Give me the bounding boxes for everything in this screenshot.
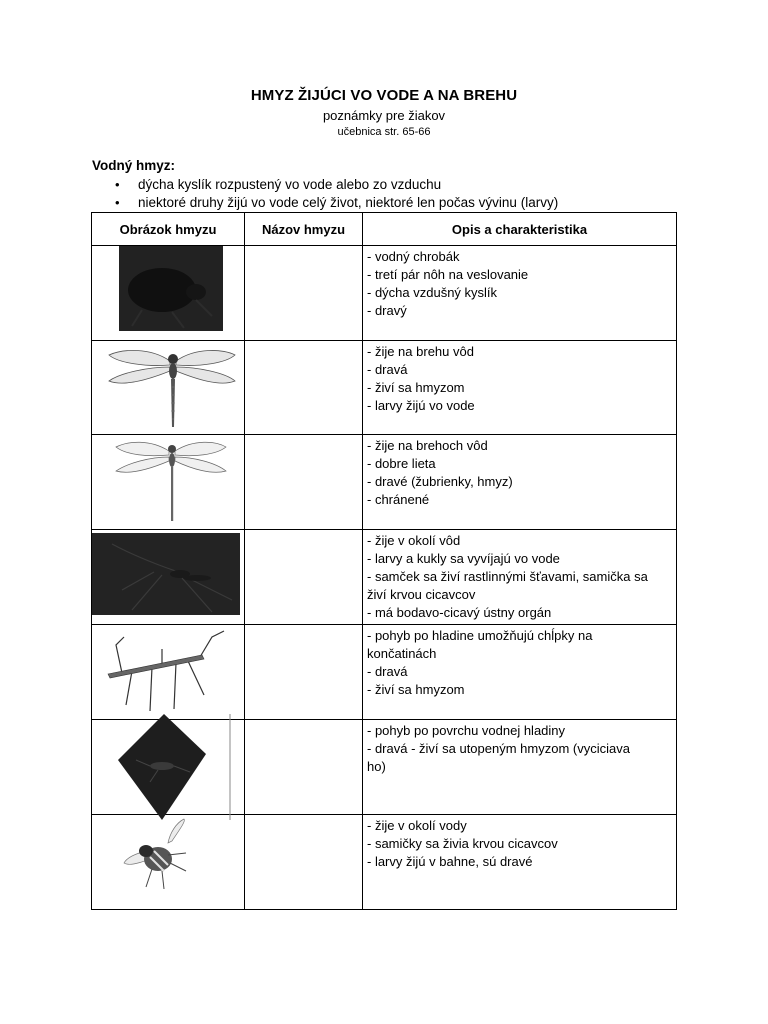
description-line: - larvy žijú vo vode	[367, 398, 475, 413]
insect-name-cell[interactable]	[245, 625, 363, 720]
description-line: - pohyb po hladine umožňujú chĺpky na	[367, 628, 593, 643]
bullet-list	[92, 176, 692, 212]
page-title: HMYZ ŽIJÚCI VO VODE A NA BREHU	[250, 87, 518, 104]
insect-description-cell	[363, 435, 677, 530]
section-heading: Vodný hmyz:	[92, 158, 176, 173]
mosquito-icon	[92, 530, 245, 622]
description-line: - dýcha vzdušný kyslík	[367, 285, 498, 300]
description-line: - tretí pár nôh na veslovanie	[367, 267, 529, 282]
description-line: - pohyb po povrchu vodnej hladiny	[367, 723, 566, 738]
bullet-item	[92, 176, 692, 194]
description-line: - žije v okolí vôd	[367, 533, 461, 548]
description-line: - žije v okolí vody	[367, 818, 467, 833]
insect-description-cell	[363, 720, 677, 815]
insect-picture-cell	[92, 530, 245, 625]
description-line: ho)	[367, 759, 386, 774]
insect-table	[91, 212, 677, 910]
table-row	[92, 530, 677, 625]
bullet-text: dýcha kyslík rozpustený vo vode alebo zo vzduchu	[138, 177, 442, 192]
header-name: Názov hmyzu	[245, 213, 363, 246]
description-line: - dravá	[367, 664, 408, 679]
insect-name-cell[interactable]	[245, 341, 363, 435]
description-line: - samček sa živí rastlinnými šťavami, samička sa	[367, 569, 648, 584]
insect-picture-cell	[92, 625, 245, 720]
insect-name-cell[interactable]	[245, 720, 363, 815]
table-row	[92, 246, 677, 341]
insect-description-cell	[363, 815, 677, 910]
insect-name-cell[interactable]	[245, 815, 363, 910]
description-line: - živí sa hmyzom	[367, 380, 465, 395]
dragonfly-icon	[92, 341, 245, 432]
description-line: - živí sa hmyzom	[367, 682, 465, 697]
table-row	[92, 625, 677, 720]
insect-picture-cell	[92, 815, 245, 910]
insect-picture-cell	[92, 341, 245, 435]
header-description: Opis a charakteristika	[363, 213, 677, 246]
bullet-text: niektoré druhy žijú vo vode celý život, niektoré len počas vývinu (larvy)	[138, 195, 559, 210]
pond-skater-icon	[92, 625, 245, 717]
insect-picture-cell	[92, 435, 245, 530]
description-line: - žije na brehoch vôd	[367, 438, 488, 453]
insect-description-cell	[363, 530, 677, 625]
description-line: - chránené	[367, 492, 430, 507]
textbook-reference: učebnica str. 65-66	[337, 126, 431, 138]
description-line: - dravá - živí sa utopeným hmyzom (vyciciava	[367, 741, 630, 756]
description-line: živí krvou cicavcov	[367, 587, 476, 602]
insect-name-cell[interactable]	[245, 530, 363, 625]
table-row	[92, 815, 677, 910]
insect-picture-cell	[92, 246, 245, 341]
description-line: - dobre lieta	[367, 456, 436, 471]
insect-name-cell[interactable]	[245, 435, 363, 530]
description-line: - larvy a kukly sa vyvíjajú vo vode	[367, 551, 560, 566]
backswimmer-icon	[92, 720, 245, 812]
bullet-icon: •	[115, 195, 120, 210]
insect-name-cell[interactable]	[245, 246, 363, 341]
insect-picture-cell	[92, 720, 245, 815]
description-line: - má bodavo-cicavý ústny orgán	[367, 605, 552, 620]
description-line: - dravá	[367, 362, 408, 377]
insect-description-cell	[363, 246, 677, 341]
table-row	[92, 341, 677, 435]
bullet-item	[92, 194, 692, 212]
insect-description-cell	[363, 341, 677, 435]
insect-description-cell	[363, 625, 677, 720]
description-line: - dravý	[367, 303, 407, 318]
table-header-row	[92, 213, 677, 246]
header-picture: Obrázok hmyzu	[92, 213, 245, 246]
description-line: - dravé (žubrienky, hmyz)	[367, 474, 513, 489]
description-line: - vodný chrobák	[367, 249, 460, 264]
water-beetle-icon	[92, 246, 245, 338]
horsefly-icon	[92, 815, 245, 907]
description-line: - samičky sa živia krvou cicavcov	[367, 836, 558, 851]
description-line: končatinách	[367, 646, 437, 661]
damselfly-icon	[92, 435, 245, 527]
bullet-icon: •	[115, 177, 120, 192]
page-subtitle: poznámky pre žiakov	[322, 108, 446, 123]
table-row	[92, 435, 677, 530]
description-line: - žije na brehu vôd	[367, 344, 474, 359]
description-line: - larvy žijú v bahne, sú dravé	[367, 854, 533, 869]
table-row	[92, 720, 677, 815]
